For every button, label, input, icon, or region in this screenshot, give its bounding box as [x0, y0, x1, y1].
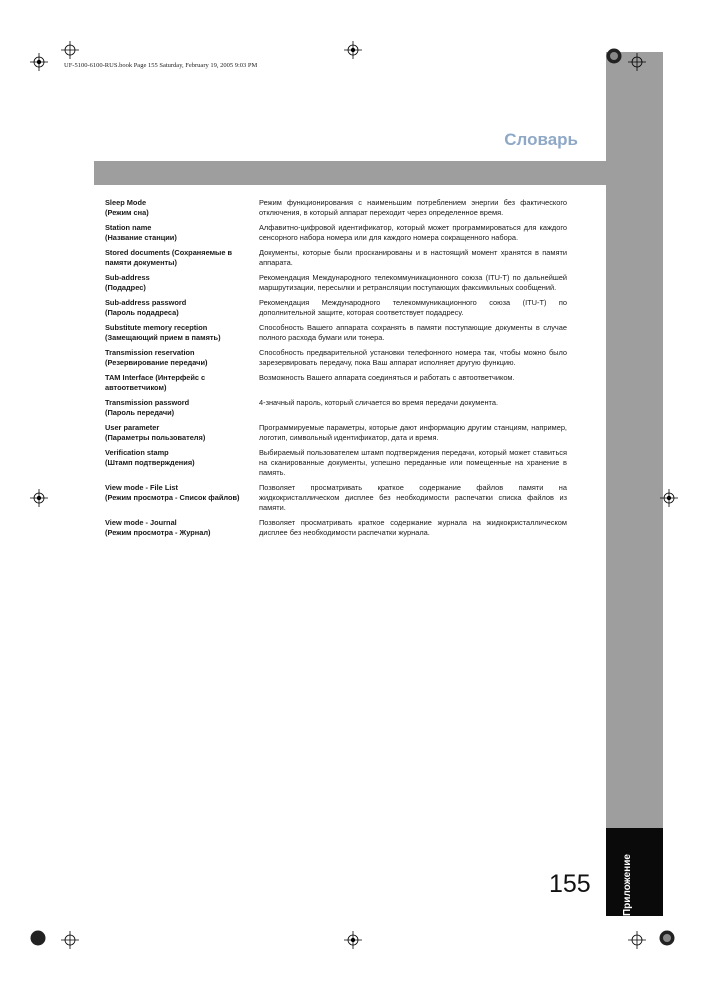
glossary-definition: Рекомендация Международного телекоммуникационного союза (ITU-T) по дальнейшей маршрутизации, пересылки и ретрансляции поступающих факсимильных сообщений.	[259, 273, 567, 292]
term-english: Stored documents (Сохраняемые в	[105, 248, 233, 257]
term-russian: автоответчиком)	[105, 383, 167, 392]
term-russian: (Резервирование передачи)	[105, 358, 208, 367]
term-english: Verification stamp	[105, 448, 169, 457]
glossary-entry	[105, 348, 567, 368]
registration-mark-icon	[30, 53, 48, 71]
glossary-entry	[105, 273, 567, 293]
term-russian: (Штамп подтверждения)	[105, 458, 195, 467]
glossary-term	[105, 198, 259, 218]
glossary-term	[105, 518, 259, 538]
registration-mark-icon	[344, 931, 362, 949]
page-title: Словарь	[504, 130, 578, 149]
glossary-entry	[105, 248, 567, 268]
glossary-definition: Алфавитно-цифровой идентификатор, который может программироваться для каждого сенсорного набора номера или для каждого номера сокращенного набора.	[259, 223, 567, 242]
glossary-definition: Способность предварительной установки телефонного номера так, чтобы можно было зарезервировать передачу, пока Ваш аппарат исполняет другую функцию.	[259, 348, 567, 367]
glossary-definition: Возможность Вашего аппарата соединяться и работать с автоответчиком.	[259, 373, 515, 382]
term-english: View mode - Journal	[105, 518, 177, 527]
glossary-entry	[105, 518, 567, 538]
term-russian: (Режим просмотра - Журнал)	[105, 528, 211, 537]
term-russian: (Пароль подадреса)	[105, 308, 179, 317]
glossary-list	[105, 198, 567, 543]
term-english: View mode - File List	[105, 483, 178, 492]
term-russian: (Пароль передачи)	[105, 408, 175, 417]
section-tab-label: Приложение	[622, 854, 633, 916]
print-header: UF-5100-6100-RUS.book Page 155 Saturday, February 19, 2005 9:03 PM	[64, 62, 258, 69]
glossary-entry	[105, 398, 567, 418]
term-english: Sub-address password	[105, 298, 187, 307]
term-english: User parameter	[105, 423, 160, 432]
glossary-term	[105, 298, 259, 318]
term-russian: (Режим сна)	[105, 208, 149, 217]
glossary-entry	[105, 448, 567, 478]
registration-mark-icon	[344, 41, 362, 59]
page-number: 155	[549, 870, 591, 898]
registration-disc-icon	[659, 930, 675, 946]
glossary-term	[105, 373, 259, 393]
glossary-definition: Выбираемый пользователем штамп подтверждения передачи, который может ставиться на сканированные документы, успешно переданные или помещенные на хранение в память.	[259, 448, 567, 477]
registration-mark-icon	[628, 931, 646, 949]
registration-mark-icon	[660, 489, 678, 507]
glossary-term	[105, 423, 259, 443]
term-english: Transmission password	[105, 398, 190, 407]
glossary-entry	[105, 423, 567, 443]
glossary-term	[105, 273, 259, 293]
term-russian: (Режим просмотра - Список файлов)	[105, 493, 240, 502]
registration-disc-icon	[30, 930, 46, 946]
term-english: Sub-address	[105, 273, 150, 282]
glossary-entry	[105, 483, 567, 513]
glossary-entry	[105, 373, 567, 393]
glossary-definition: Позволяет просматривать краткое содержание журнала на жидкокристаллическом дисплее без необходимости распечатки журнала.	[259, 518, 567, 537]
registration-mark-icon	[61, 41, 79, 59]
registration-mark-icon	[628, 53, 646, 71]
title-band	[94, 161, 663, 185]
glossary-definition: Рекомендация Международного телекоммуникационного союза (ITU-T) по дополнительной защите, которая соответствует подадресу.	[259, 298, 567, 317]
registration-mark-icon	[61, 931, 79, 949]
term-russian: (Название станции)	[105, 233, 177, 242]
glossary-entry	[105, 223, 567, 243]
glossary-term	[105, 348, 259, 368]
term-russian: (Замещающий прием в память)	[105, 333, 221, 342]
glossary-definition: Способность Вашего аппарата сохранять в памяти поступающие документы в случае полного расхода бумаги или тонера.	[259, 323, 567, 342]
glossary-entry	[105, 323, 567, 343]
glossary-definition: 4-значный пароль, который сличается во время передачи документа.	[259, 398, 498, 407]
term-english: Station name	[105, 223, 152, 232]
glossary-term	[105, 323, 259, 343]
section-tab	[606, 828, 663, 916]
glossary-term	[105, 248, 259, 268]
registration-mark-icon	[30, 489, 48, 507]
glossary-term	[105, 448, 259, 478]
term-english: Sleep Mode	[105, 198, 147, 207]
term-russian: (Подадрес)	[105, 283, 146, 292]
registration-disc-icon	[606, 48, 622, 64]
glossary-definition: Программируемые параметры, которые дают информацию другим станциям, например, логотип, символьный идентификатор, дата и время.	[259, 423, 567, 442]
glossary-entry	[105, 198, 567, 218]
glossary-definition: Позволяет просматривать краткое содержание файлов памяти на жидкокристаллическом дисплее без необходимости распечатки списка файлов из памяти.	[259, 483, 567, 512]
term-russian: (Параметры пользователя)	[105, 433, 206, 442]
glossary-term	[105, 398, 259, 418]
glossary-definition: Режим функционирования с наименьшим потреблением энергии без фактического отключения, в который аппарат переходит через определенное время.	[259, 198, 567, 217]
glossary-term	[105, 223, 259, 243]
term-english: Transmission reservation	[105, 348, 195, 357]
term-russian: памяти документы)	[105, 258, 177, 267]
glossary-definition: Документы, которые были просканированы и в настоящий момент хранятся в памяти аппарата.	[259, 248, 567, 267]
glossary-entry	[105, 298, 567, 318]
term-english: TAM Interface (Интерфейс с	[105, 373, 206, 382]
glossary-term	[105, 483, 259, 513]
term-english: Substitute memory reception	[105, 323, 208, 332]
